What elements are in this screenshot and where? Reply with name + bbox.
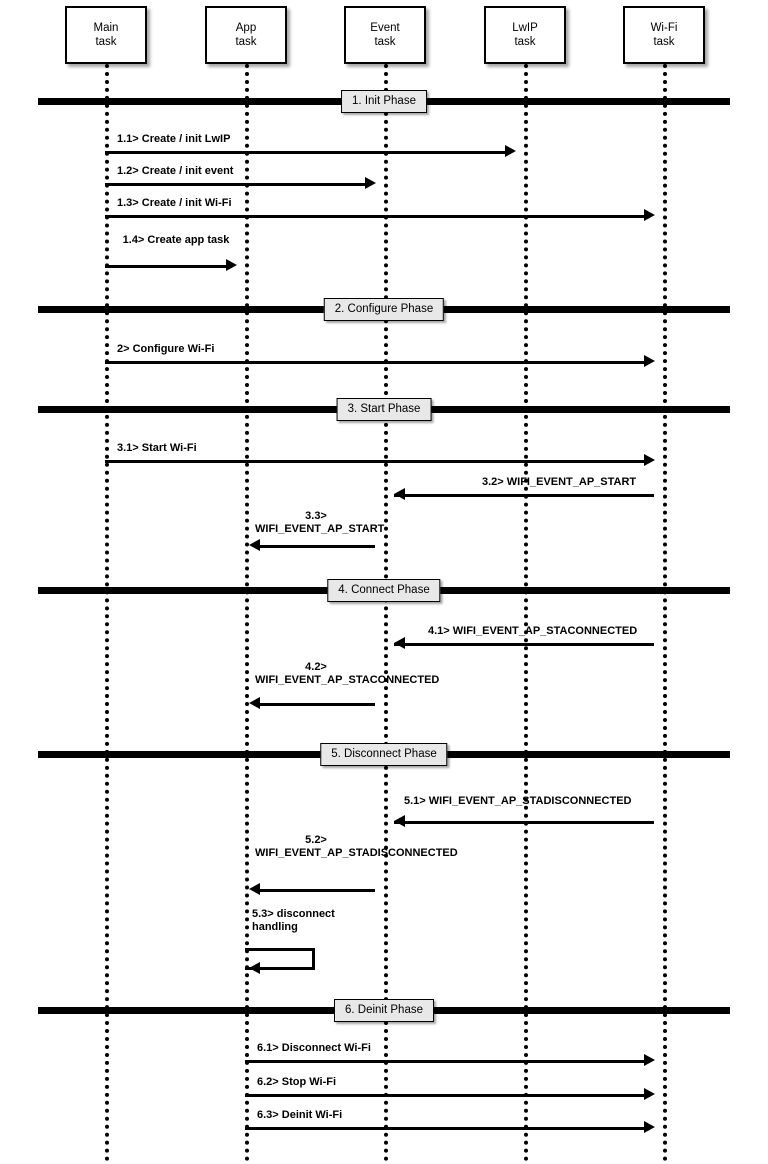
participant-wifi-task-line1: Wi-Fi (650, 22, 678, 34)
message-arrow-4-2 (249, 697, 260, 709)
message-line-3-1 (105, 460, 650, 463)
message-arrow-4-1 (394, 637, 405, 649)
message-label-4-1: 4.1> WIFI_EVENT_AP_STACONNECTED (428, 625, 638, 637)
message-arrow-1-1 (505, 145, 516, 157)
participant-app-task-line2: task (235, 36, 257, 48)
message-label-1-4: 1.4> Create app task (122, 234, 230, 246)
message-line-6-3 (245, 1127, 650, 1130)
participant-event-task-line1: Event (370, 22, 400, 34)
lifeline-event-task (384, 64, 388, 1162)
message-line-6-1 (245, 1060, 650, 1063)
phase-label-configure: 2. Configure Phase (324, 298, 444, 321)
message-label-6-2: 6.2> Stop Wi-Fi (257, 1076, 337, 1088)
message-arrow-2 (644, 355, 655, 367)
message-label-4-2: 4.2> WIFI_EVENT_AP_STACONNECTED (255, 661, 440, 686)
message-label-5-3: 5.3> disconnect handling (252, 908, 335, 933)
message-label-1-1: 1.1> Create / init LwIP (117, 133, 231, 145)
message-line-6-2 (245, 1094, 650, 1097)
message-arrow-6-1 (644, 1054, 655, 1066)
lifeline-wifi-task (663, 64, 667, 1162)
message-label-3-1: 3.1> Start Wi-Fi (117, 442, 197, 454)
participant-main-task (65, 6, 147, 64)
message-arrow-3-1 (644, 454, 655, 466)
participant-main-task-line1: Main (93, 22, 119, 34)
message-label-5-1: 5.1> WIFI_EVENT_AP_STADISCONNECTED (404, 795, 632, 807)
participant-main-task-line2: task (95, 36, 117, 48)
message-arrow-1-3 (644, 209, 655, 221)
participant-lwip-task-line1: LwIP (512, 22, 538, 34)
message-line-4-2 (255, 703, 375, 706)
message-arrow-5-1 (394, 815, 405, 827)
message-line-5-1 (394, 821, 654, 824)
message-line-1-4 (105, 265, 232, 268)
message-line-1-3 (105, 215, 650, 218)
message-line-3-3 (255, 545, 375, 548)
phase-label-start: 3. Start Phase (337, 398, 432, 421)
phase-label-connect: 4. Connect Phase (327, 579, 440, 602)
message-line-5-2 (255, 889, 375, 892)
message-line-3-2 (394, 494, 654, 497)
message-label-1-2: 1.2> Create / init event (117, 165, 234, 177)
message-line-4-1 (394, 643, 654, 646)
message-label-6-1: 6.1> Disconnect Wi-Fi (257, 1042, 371, 1054)
phase-label-disconnect: 5. Disconnect Phase (320, 743, 447, 766)
lifeline-main-task (105, 64, 109, 1162)
message-arrow-6-2 (644, 1088, 655, 1100)
participant-lwip-task (484, 6, 566, 64)
message-label-3-3: 3.3> WIFI_EVENT_AP_START (255, 510, 385, 535)
participant-wifi-task (623, 6, 705, 64)
phase-label-deinit: 6. Deinit Phase (334, 999, 434, 1022)
message-line-1-2 (105, 183, 371, 186)
message-arrow-3-2 (394, 488, 405, 500)
message-line-1-1 (105, 151, 511, 154)
message-label-3-2: 3.2> WIFI_EVENT_AP_START (482, 476, 637, 488)
participant-lwip-task-line2: task (514, 36, 536, 48)
participant-app-task (205, 6, 287, 64)
lifeline-lwip-task (524, 64, 528, 1162)
message-arrow-3-3 (249, 539, 260, 551)
message-arrow-5-2 (249, 883, 260, 895)
message-arrow-6-3 (644, 1121, 655, 1133)
message-label-1-3: 1.3> Create / init Wi-Fi (117, 197, 232, 209)
participant-wifi-task-line2: task (653, 36, 675, 48)
message-arrow-5-3 (249, 962, 260, 974)
participant-event-task (344, 6, 426, 64)
message-label-5-2: 5.2> WIFI_EVENT_AP_STADISCONNECTED (255, 834, 458, 859)
message-label-2: 2> Configure Wi-Fi (117, 343, 215, 355)
lifeline-app-task (245, 64, 249, 1162)
message-arrow-1-2 (365, 177, 376, 189)
message-arrow-1-4 (226, 259, 237, 271)
message-label-6-3: 6.3> Deinit Wi-Fi (257, 1109, 343, 1121)
participant-app-task-line1: App (235, 22, 257, 34)
phase-label-init: 1. Init Phase (341, 90, 427, 113)
message-line-2 (105, 361, 650, 364)
participant-event-task-line2: task (374, 36, 396, 48)
